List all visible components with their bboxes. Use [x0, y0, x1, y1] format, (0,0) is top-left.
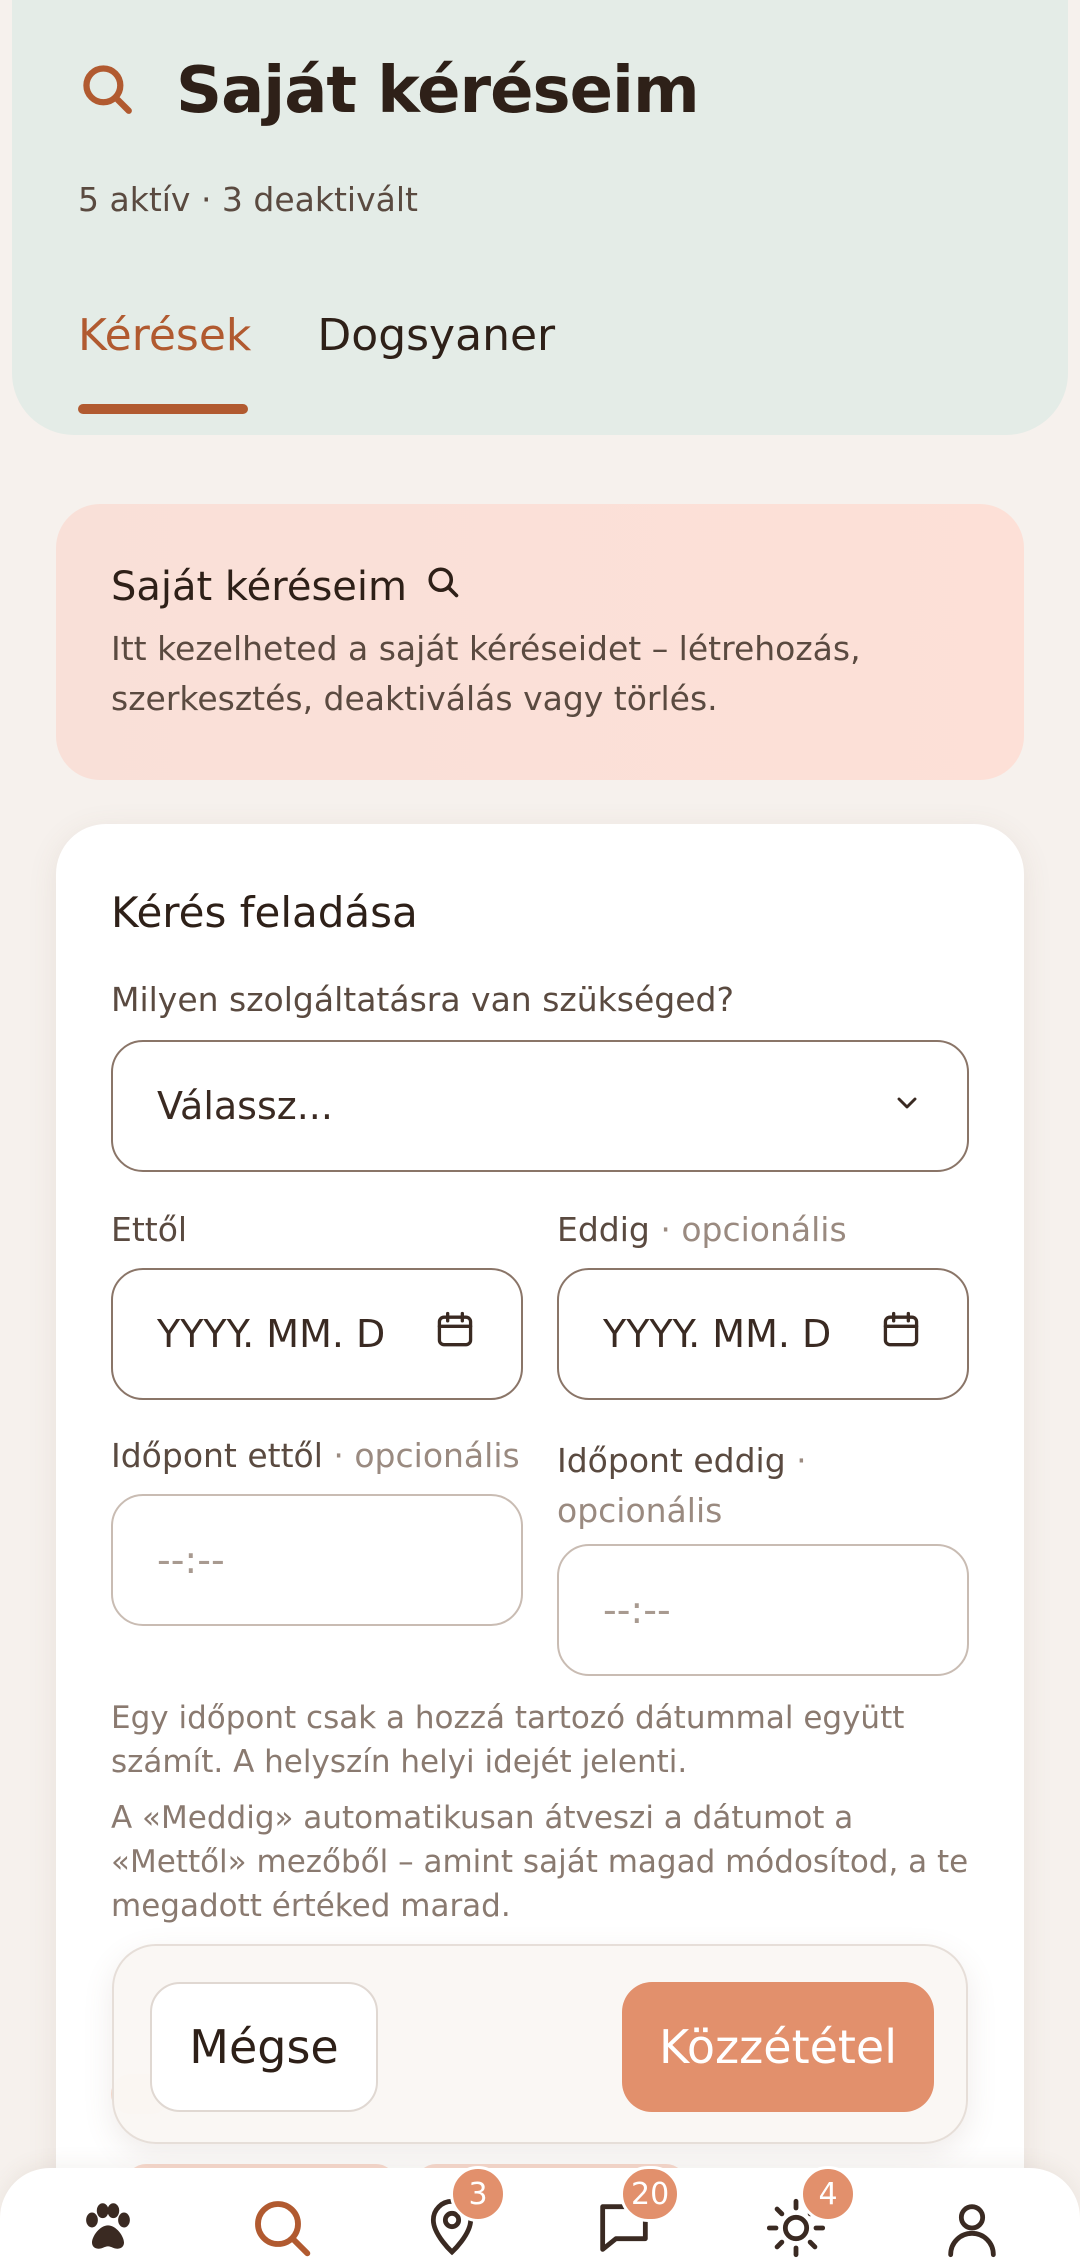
nav-item-map[interactable] [420, 2176, 488, 2260]
activity-badge: 4 [800, 2166, 856, 2222]
nav-item-profile[interactable] [940, 2196, 1004, 2260]
auto-date-note: A «Meddig» automatikusan átveszi a dátumot a «Mettől» mezőből – amint saját magad módosítod, a te megadott értéked marad. [111, 1800, 969, 1924]
search-icon [425, 564, 461, 610]
optional-hint: opcionális [557, 1491, 723, 1530]
time-until-label [557, 1436, 807, 1536]
from-date-input[interactable] [111, 1268, 523, 1400]
time-note: Egy időpont csak a hozzá tartozó dátummal együtt számít. A helyszín helyi idejét jelenti. [111, 1700, 905, 1780]
chevron-down-icon [891, 1084, 923, 1128]
nav-item-search[interactable] [250, 2196, 314, 2260]
calendar-icon[interactable] [433, 1308, 477, 1361]
until-date-placeholder: YYYY. MM. D [603, 1312, 832, 1356]
time-until-placeholder: --:-- [603, 1588, 671, 1632]
nav-item-messages[interactable] [592, 2176, 670, 2260]
nav-item-home[interactable] [76, 2196, 140, 2260]
time-from-placeholder: --:-- [157, 1538, 225, 1582]
service-select[interactable] [111, 1040, 969, 1172]
chat-icon [592, 2245, 656, 2264]
optional-dot: · [796, 1441, 807, 1480]
calendar-icon[interactable] [879, 1308, 923, 1361]
info-text: Itt kezelheted a saját kéréseidet – létrehozás, szerkesztés, deaktiválás vagy törlés. [111, 629, 861, 718]
time-from-label [111, 1436, 520, 1475]
time-from-label-text: Időpont ettől [111, 1436, 323, 1475]
time-until-input[interactable] [557, 1544, 969, 1676]
until-date-label-text: Eddig [557, 1210, 650, 1249]
tab-dogsyaner[interactable]: Dogsyaner [317, 310, 556, 361]
tab-requests[interactable]: Kérések [78, 310, 252, 361]
service-select-value: Válassz... [157, 1084, 333, 1128]
map-pin-icon [420, 2245, 484, 2264]
title-row [78, 54, 699, 128]
until-date-label [557, 1210, 847, 1249]
search-icon [78, 60, 136, 122]
cancel-button[interactable]: Mégse [150, 1982, 378, 2112]
publish-button[interactable]: Közzététel [622, 1982, 934, 2112]
nav-item-activity[interactable] [764, 2176, 838, 2260]
from-date-placeholder: YYYY. MM. D [157, 1312, 386, 1356]
map-badge: 3 [450, 2166, 506, 2222]
info-title-row [111, 564, 969, 610]
tab-bar [78, 310, 555, 361]
service-label: Milyen szolgáltatásra van szükséged? [111, 980, 734, 1019]
messages-badge: 20 [620, 2166, 680, 2222]
time-until-label-text: Időpont eddig [557, 1441, 786, 1480]
active-tab-indicator [78, 404, 248, 414]
page-header [12, 0, 1068, 435]
action-bar [112, 1944, 968, 2144]
optional-hint: · opcionális [660, 1210, 847, 1249]
until-date-input[interactable] [557, 1268, 969, 1400]
user-icon [940, 2245, 1004, 2264]
paw-icon [76, 2245, 140, 2264]
time-from-input[interactable] [111, 1494, 523, 1626]
info-title-text: Saját kéréseim [111, 564, 407, 610]
optional-hint: · opcionális [333, 1436, 520, 1475]
from-date-label: Ettől [111, 1210, 188, 1249]
request-stats: 5 aktív · 3 deaktivált [78, 180, 418, 219]
sun-icon [764, 2245, 828, 2264]
search-icon [250, 2245, 314, 2264]
bottom-nav [0, 2168, 1080, 2268]
info-card [56, 504, 1024, 780]
form-title: Kérés feladása [111, 888, 418, 937]
page-title: Saját kéréseim [176, 54, 699, 128]
